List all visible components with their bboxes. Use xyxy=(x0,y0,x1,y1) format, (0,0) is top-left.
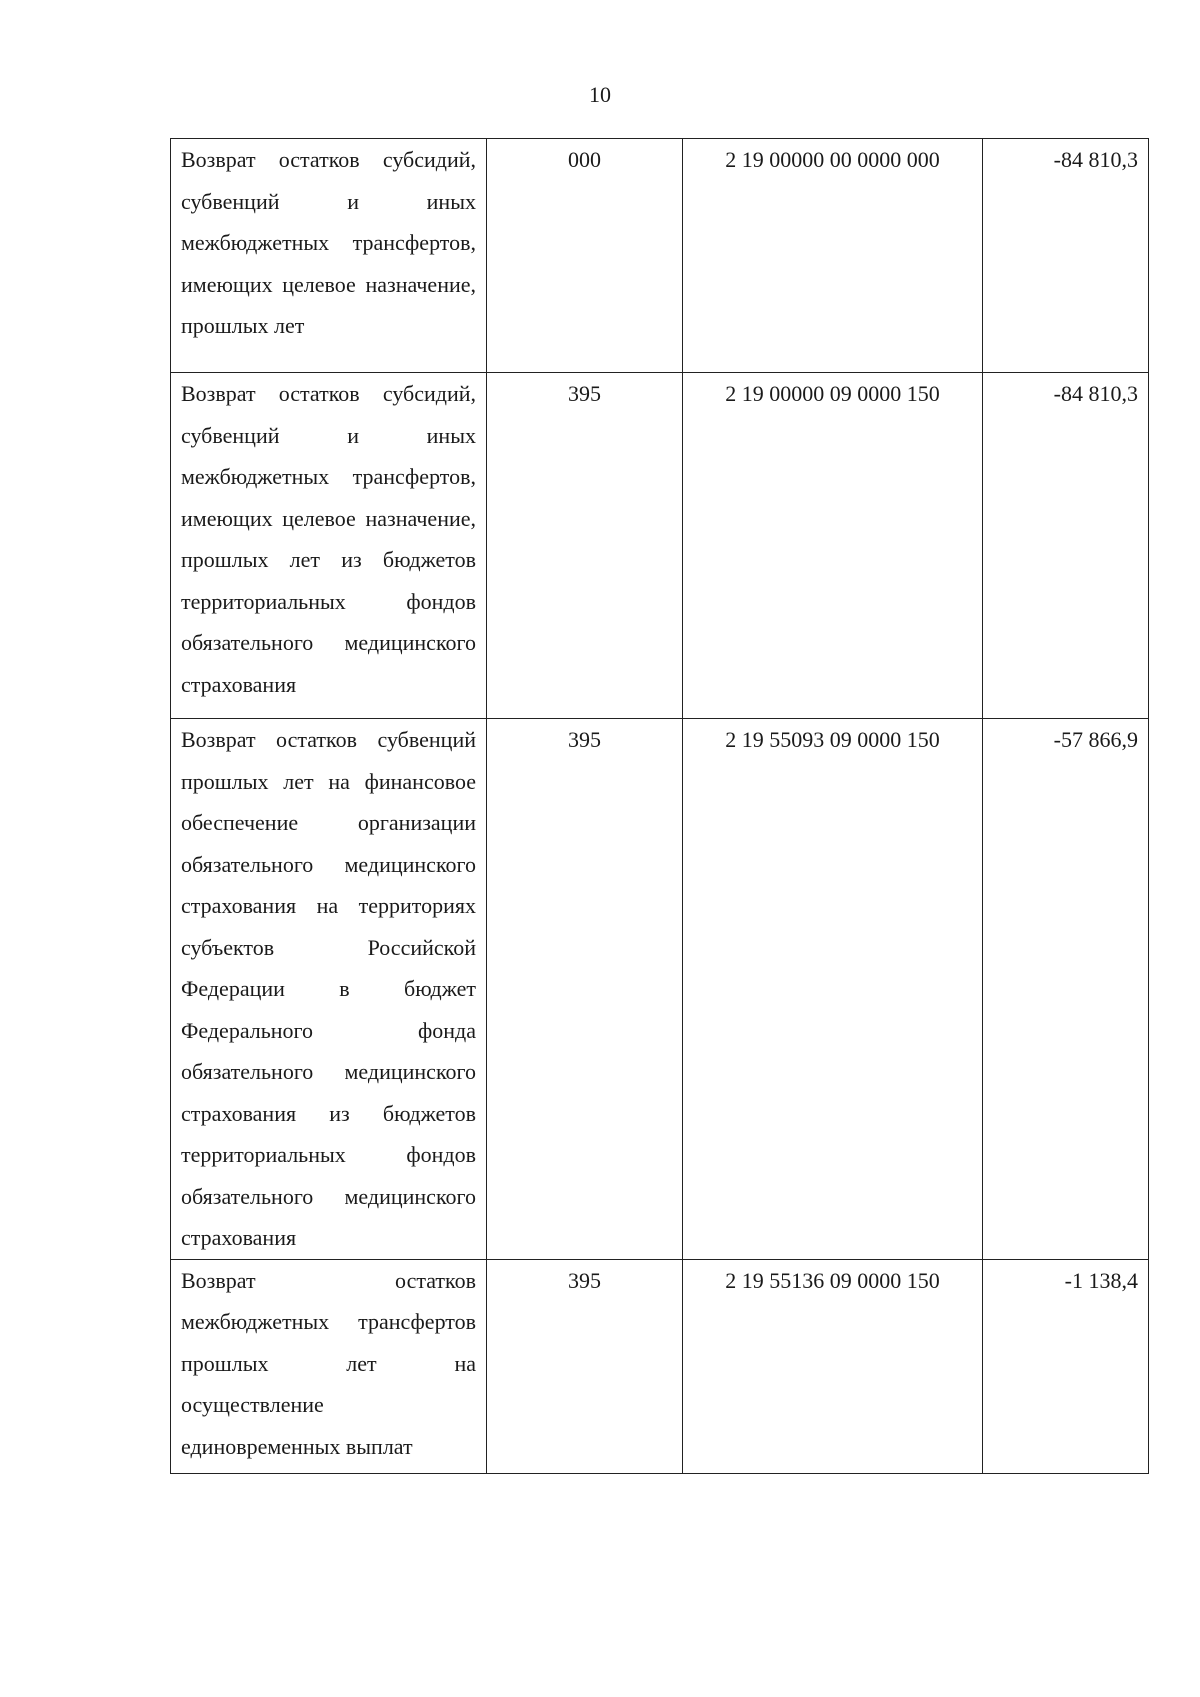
row-amount: -84 810,3 xyxy=(983,139,1149,373)
row-admin-code: 395 xyxy=(487,373,683,719)
row-amount: -1 138,4 xyxy=(983,1259,1149,1473)
row-description: Возврат остатков субсидий, субвенций и иных межбюджетных трансфертов, имеющих целевое назначение, прошлых лет xyxy=(171,139,487,373)
row-kbk-code: 2 19 00000 00 0000 000 xyxy=(683,139,983,373)
budget-table xyxy=(170,138,1149,1474)
row-admin-code: 000 xyxy=(487,139,683,373)
row-kbk-code: 2 19 00000 09 0000 150 xyxy=(683,373,983,719)
table-row xyxy=(171,139,1149,373)
row-kbk-code: 2 19 55093 09 0000 150 xyxy=(683,719,983,1260)
row-description: Возврат остатков межбюджетных трансфертов прошлых лет на осуществление единовременных выплат xyxy=(171,1259,487,1473)
row-description: Возврат остатков субвенций прошлых лет на финансовое обеспечение организации обязательного медицинского страхования на территориях субъектов Российской Федерации в бюджет Федерального фонда обязательного медицинского страхования из бюджетов территориальных фондов обязательного медицинского страхования xyxy=(171,719,487,1260)
row-admin-code: 395 xyxy=(487,1259,683,1473)
row-amount: -84 810,3 xyxy=(983,373,1149,719)
row-admin-code: 395 xyxy=(487,719,683,1260)
table-row xyxy=(171,373,1149,719)
row-description: Возврат остатков субсидий, субвенций и иных межбюджетных трансфертов, имеющих целевое назначение, прошлых лет из бюджетов территориальных фондов обязательного медицинского страхования xyxy=(171,373,487,719)
table-row xyxy=(171,719,1149,1260)
row-amount: -57 866,9 xyxy=(983,719,1149,1260)
table-row xyxy=(171,1259,1149,1473)
row-kbk-code: 2 19 55136 09 0000 150 xyxy=(683,1259,983,1473)
page-number: 10 xyxy=(589,82,611,107)
